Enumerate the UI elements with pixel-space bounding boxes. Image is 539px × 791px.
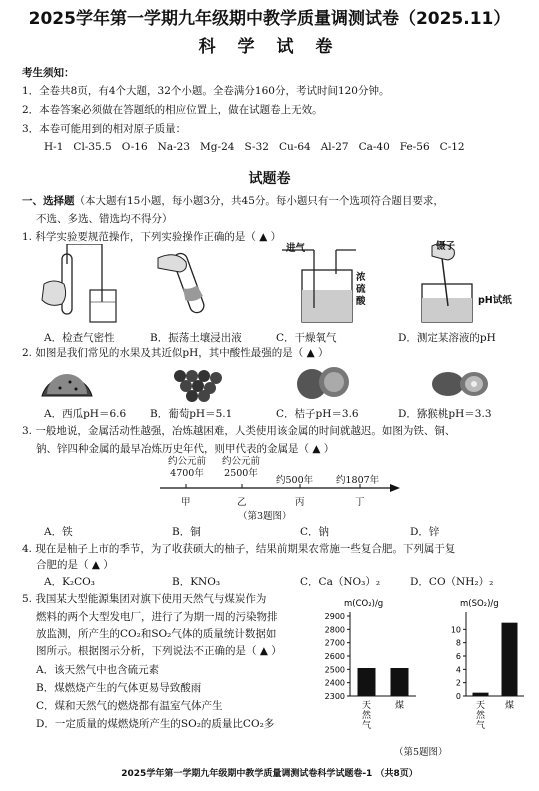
category-label: 天 [361,701,372,711]
y-tick-label: 4 [455,665,461,675]
q5-line-4: 图所示。根据图示分析，下列说法不正确的是（ ▲ ） [36,645,282,657]
y-tick-label: 0 [455,692,461,701]
timeline-date-3: 约500年 [276,475,314,486]
q1-option-b: B．振荡土壤浸出液 [150,332,242,344]
q2-option-d: D．猕猴桃pH＝3.3 [398,408,492,420]
atomic-mass: H-1 [44,141,64,153]
y-tick-label: 2800 [324,625,345,635]
bar [502,623,518,696]
q3-option-c: C．钠 [300,526,330,538]
category-label: 煤 [504,701,515,711]
y-tick-label: 2500 [324,665,345,675]
atomic-mass: Ca-40 [358,141,390,153]
category-label: 煤 [394,701,405,711]
part1-label: 一、选择题 [22,195,75,207]
part1-heading [22,194,444,208]
notice-item-2: 2．本卷答案必须做在答题纸的相应位置上，做在试题卷上无效。 [22,104,323,116]
y-tick-label: 2600 [324,652,345,661]
q2-option-a: A．西瓜pH＝6.6 [44,408,127,420]
atomic-mass-list [44,140,465,154]
y-axis-label: m(CO₂)/g [344,599,384,609]
q3-option-b: B．铜 [172,526,201,538]
q3-stem-1: 3. 一般地说，金属活动性越强，冶炼越困难，人类使用该金属的时间就越迟。如图为铁、铜、 [22,425,456,437]
q4-option-c: C．Ca（NO₃）₂ [300,576,381,588]
q3-option-a: A．铁 [44,526,73,538]
page-footer: 2025学年第一学期九年级期中教学质量调测试卷科学试题卷-1 （共8页） [121,769,418,779]
q5-figure-caption: （第5题图） [394,747,448,758]
exam-title: 2025学年第一学期九年级期中教学质量调测试卷（2025.11） [28,9,511,29]
notice-item-3: 3．本卷可能用到的相对原子质量： [22,123,187,135]
orange-image [297,367,349,399]
category-label: 气 [361,721,372,731]
q5-option-b: B．煤燃烧产生的气体更易导致酸雨 [36,682,202,694]
timeline-label-jia: 甲 [181,497,191,508]
atomic-mass: Na-23 [157,141,191,153]
q3-option-d: D．锌 [410,526,440,538]
q4-option-a: A．K₂CO₃ [44,576,95,588]
q3-timeline [150,458,410,520]
timeline-label-yi: 乙 [237,497,247,508]
label-jinqi: 进气 [286,243,306,254]
q1-option-d: D．测定某溶液的pH [398,332,496,344]
q4-stem-1: 4. 现在是柚子上市的季节，为了收获硕大的柚子，结果前期果农常施一些复合肥。下列属于复 [22,543,456,555]
y-tick-label: 2400 [324,678,345,688]
atomic-mass: S-32 [244,141,269,153]
y-tick-label: 8 [455,638,461,648]
timeline-date-4: 约1807年 [336,475,380,486]
section-title: 试题卷 [248,171,291,187]
q5-option-d: D．一定质量的煤燃烧所产生的SO₂的质量比CO₂多 [36,718,275,730]
kiwi-image [432,372,488,396]
q5-line-2: 燃料的两个大型发电厂，进行了为期一周的污染物排 [36,611,278,623]
atomic-mass: Cu-64 [278,141,311,153]
q2-figure [30,362,530,404]
q5-line-1: 5. 我国某大型能源集团对旗下使用天然气与煤炭作为 [22,593,267,605]
q4-stem-2: 合肥的是（ ▲ ） [36,559,114,571]
category-label: 然 [361,711,372,721]
q2-option-c: C．桔子pH＝3.6 [276,408,359,420]
bar [473,693,489,696]
y-tick-label: 10 [450,625,461,635]
so2-chart [451,599,524,731]
bar [391,668,409,696]
y-tick-label: 2300 [324,692,345,701]
q1-figure-b [158,252,206,315]
part1-desc-2: 不选、多选、错选均不得分） [36,213,173,225]
y-tick-label: 2 [455,678,461,688]
q4-option-d: D．CO（NH₂）₂ [410,576,494,588]
category-label: 天 [475,701,486,711]
y-axis-label: m(SO₂)/g [460,599,499,609]
atomic-mass: Fe-56 [399,141,430,153]
grape-image [174,370,222,402]
q5-option-c: C．煤和天然气的燃烧都有温室气体产生 [36,700,223,712]
label-niezi: 镊子 [436,241,456,252]
y-tick-label: 2900 [324,612,345,621]
atomic-mass: Al-27 [320,141,349,153]
q1-option-a: A．检查气密性 [44,332,115,344]
category-label: 气 [475,721,486,731]
q1-stem: 1. 科学实验要规范操作，下列实验操作正确的是（ ▲ ） [22,231,282,243]
q4-option-b: B．KNO₃ [172,576,221,588]
co2-chart [325,599,416,731]
q5-option-a: A．该天然气中也含硫元素 [36,664,160,676]
label-nongliusuan: 浓硫酸 [356,272,366,307]
q2-stem: 2. 如图是我们常见的水果及其近似pH，其中酸性最强的是（ ▲ ） [22,347,329,359]
q1-figure [30,244,510,332]
timeline-date-2: 约公元前 2500年 [222,456,261,479]
part1-desc: （本大题有15小题，每小题3分，共45分。每小题只有一个选项符合题目要求， [74,195,444,207]
category-label: 然 [475,711,486,721]
timeline-arrow [390,484,400,492]
notice-item-1: 1．全卷共8页，有4个大题，32个小题。全卷满分160分，考试时间120分钟。 [22,85,390,97]
timeline-date-1: 约公元前 4700年 [168,456,207,479]
atomic-mass: Cl-35.5 [73,141,112,153]
q1-option-c: C．干燥氧气 [276,332,337,344]
q3-figure-caption: （第3题图） [238,511,292,522]
q1-figure-d [422,244,472,322]
q5-charts [318,596,530,744]
timeline-label-ding: 丁 [355,497,365,508]
exam-subtitle: 科 学 试 卷 [198,37,341,57]
q5-line-3: 放监测，所产生的CO₂和SO₂气体的质量统计数据如 [36,628,277,640]
atomic-mass: Mg-24 [200,141,235,153]
q1-figure-c [282,250,356,322]
y-tick-label: 6 [455,652,461,661]
watermelon-image [42,374,92,396]
label-ph-paper: pH试纸 [478,295,512,306]
atomic-mass: C-12 [439,141,465,153]
q3-stem-2: 钠、锌四种金属的最早冶炼历史年代，则甲代表的金属是（ ▲ ） [36,443,335,455]
y-tick-label: 2700 [324,638,345,648]
timeline-label-bing: 丙 [295,497,305,508]
q1-figure-a [42,244,116,322]
bar [358,668,376,696]
q2-option-b: B．葡萄pH＝5.1 [150,408,233,420]
notice-heading: 考生须知： [22,67,75,79]
atomic-mass: O-16 [121,141,148,153]
